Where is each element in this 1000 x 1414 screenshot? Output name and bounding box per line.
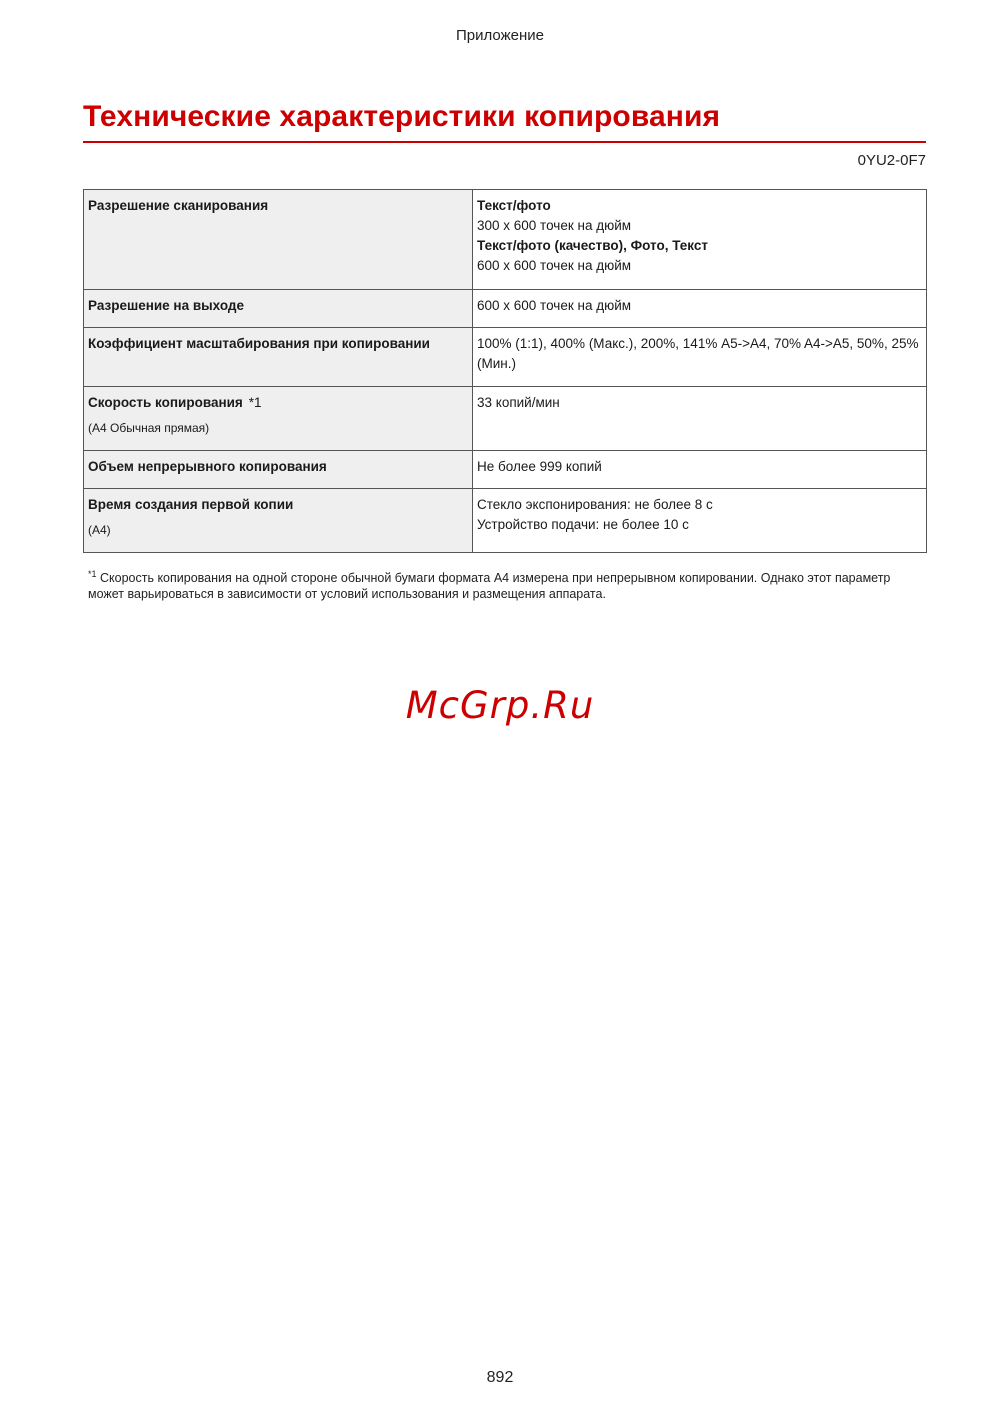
row-label: [84, 451, 473, 489]
table-row: [84, 451, 927, 489]
row-label-text: Объем непрерывного копирования: [88, 459, 327, 474]
document-code: 0YU2-0F7: [857, 152, 926, 169]
footnote-text: Скорость копирования на одной стороне обычной бумаги формата A4 измерена при непрерывном копировании. Однако этот параметр может варьироваться в зависимости от условий использования и размещения аппарата.: [88, 571, 891, 602]
row-label: [84, 190, 473, 290]
row-label-text: Скорость копирования: [88, 395, 243, 410]
value-line: 33 копий/мин: [477, 395, 560, 410]
title-underline: [83, 141, 926, 143]
row-label: [84, 328, 473, 387]
row-label-text: Разрешение сканирования: [88, 198, 269, 213]
value-line: Устройство подачи: не более 10 с: [477, 517, 689, 532]
copy-specifications-table: [83, 189, 927, 553]
value-line: 600 x 600 точек на дюйм: [477, 258, 632, 273]
row-label-text: Коэффициент масштабирования при копировании: [88, 336, 430, 351]
value-line: Текст/фото (качество), Фото, Текст: [477, 238, 708, 253]
table-row: [84, 387, 927, 451]
page-title: Технические характеристики копирования: [83, 100, 721, 133]
running-header: Приложение: [456, 27, 544, 44]
page-number: 892: [486, 1369, 514, 1386]
row-sublabel: (A4): [88, 523, 111, 537]
row-label-text: Разрешение на выходе: [88, 298, 244, 313]
row-value: [473, 328, 927, 387]
row-value: [473, 451, 927, 489]
value-line: 600 x 600 точек на дюйм: [477, 298, 632, 313]
row-label: [84, 489, 473, 553]
value-line: Стекло экспонирования: не более 8 с: [477, 497, 713, 512]
footnote-mark: *1: [88, 569, 97, 579]
row-value: [473, 387, 927, 451]
table-row: [84, 290, 927, 328]
row-value: [473, 489, 927, 553]
table-row: [84, 328, 927, 387]
row-value: [473, 190, 927, 290]
value-line: Текст/фото: [477, 198, 551, 213]
row-label-text: Время создания первой копии: [88, 497, 294, 512]
value-line: 300 x 600 точек на дюйм: [477, 218, 632, 233]
row-label: [84, 290, 473, 328]
value-line: Не более 999 копий: [477, 459, 602, 474]
table-row: [84, 190, 927, 290]
row-value: [473, 290, 927, 328]
table-row: [84, 489, 927, 553]
value-line: 100% (1:1), 400% (Макс.), 200%, 141% A5->A4, 70% A4->A5, 50%, 25% (Мин.): [477, 336, 919, 371]
footnote-reference: *1: [248, 395, 262, 410]
row-label: [84, 387, 473, 451]
row-sublabel: (A4 Обычная прямая): [88, 421, 210, 435]
watermark: McGrp.Ru: [405, 684, 595, 727]
footnote: [88, 566, 918, 602]
